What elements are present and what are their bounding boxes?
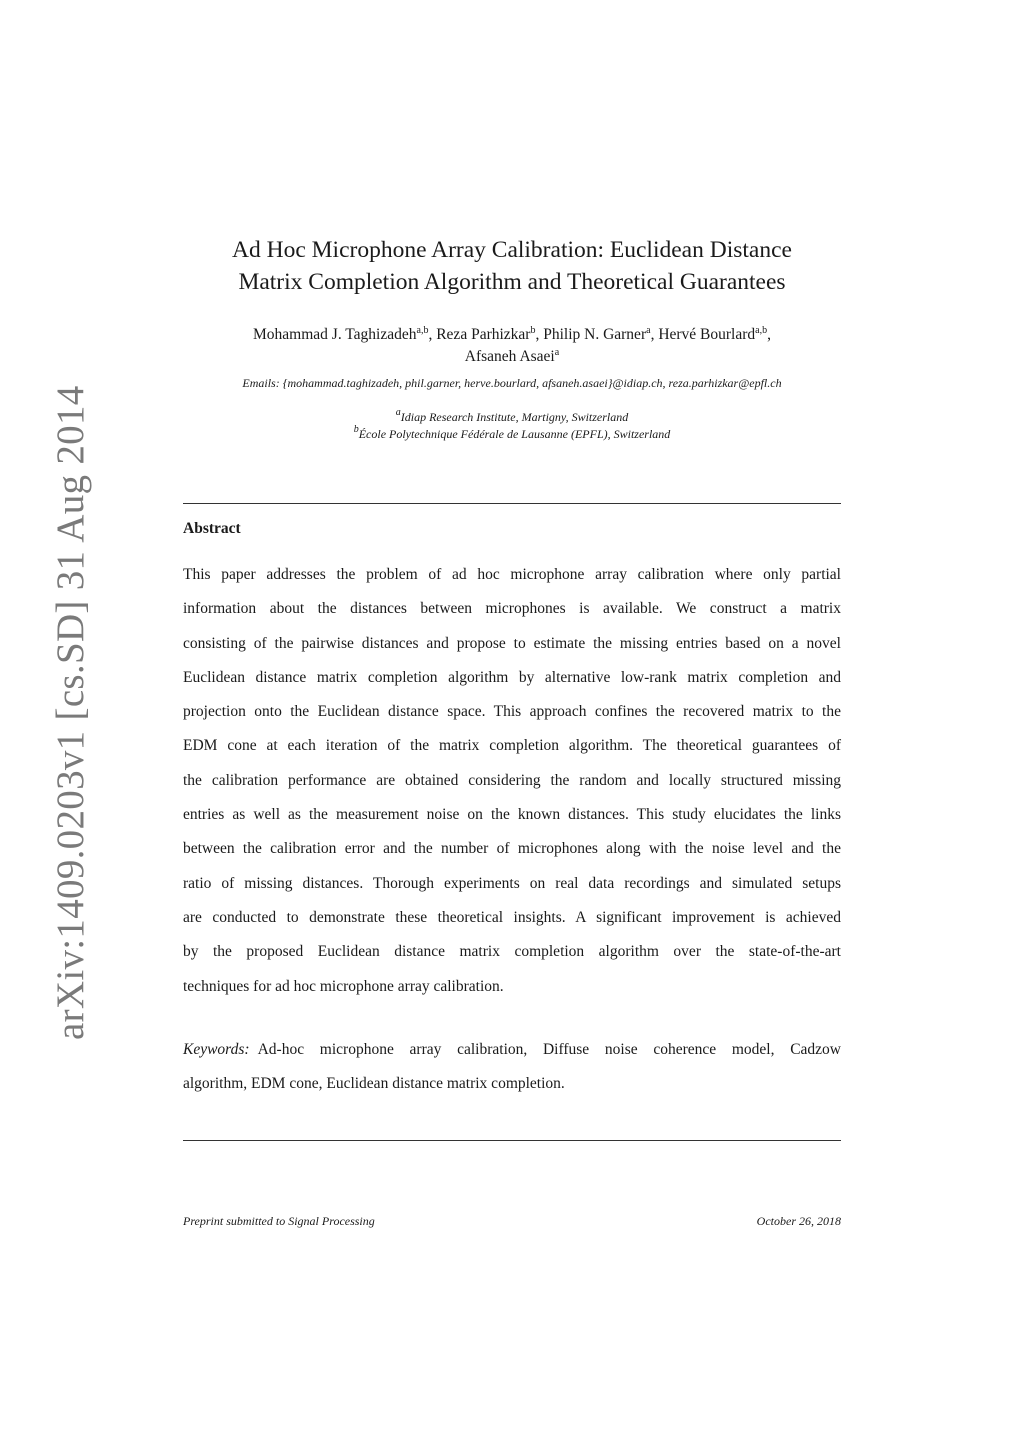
author-list (160, 324, 864, 368)
abstract-line: Euclidean distance matrix completion algorithm by alternative low-rank matrix completion and (183, 668, 841, 686)
keywords-text-1: Ad-hoc microphone array calibration, Diffuse noise coherence model, Cadzow (257, 1041, 841, 1058)
keywords-label: Keywords: (183, 1041, 250, 1058)
abstract-line: consisting of the pairwise distances and propose to estimate the missing entries based on a novel (183, 634, 841, 652)
author-sep: , (650, 326, 659, 343)
abstract-line: by the proposed Euclidean distance matrix completion algorithm over the state-of-the-art (183, 943, 841, 961)
keywords-line-1 (183, 1033, 841, 1067)
arxiv-identifier: arXiv:1409.0203v1 [cs.SD] 31 Aug 2014 (49, 385, 92, 1040)
author-name: Philip N. Garner (543, 326, 647, 343)
author-sep: , (767, 326, 771, 343)
title-line-2: Matrix Completion Algorithm and Theoretical Guarantees (238, 269, 786, 295)
affiliations (160, 409, 864, 443)
author-line-2 (160, 346, 864, 368)
affil-mark: a (395, 407, 401, 418)
abstract-line: ratio of missing distances. Thorough experiments on real data recordings and simulated setups (183, 874, 841, 892)
affil-text: Idiap Research Institute, Martigny, Switzerland (400, 410, 629, 424)
author-affil-mark: a,b (416, 325, 429, 336)
abstract-line: are conducted to demonstrate these theoretical insights. A significant improvement is achieved (183, 908, 841, 926)
author-name: Afsaneh Asaei (464, 348, 555, 365)
abstract-line: entries as well as the measurement noise on the known distances. This study elucidates the links (183, 806, 841, 824)
author-name: Hervé Bourlard (658, 326, 756, 343)
affiliation-a (160, 409, 864, 426)
preprint-date: October 26, 2018 (756, 1214, 841, 1228)
abstract-line: projection onto the Euclidean distance space. This approach confines the recovered matrix to the (183, 703, 841, 721)
author-name: Mohammad J. Taghizadeh (253, 326, 417, 343)
affil-mark: b (353, 424, 359, 435)
abstract-line: EDM cone at each iteration of the matrix completion algorithm. The theoretical guarantees of (183, 737, 841, 755)
author-emails: Emails: {mohammad.taghizadeh, phil.garner, herve.bourlard, afsaneh.asaei}@idiap.ch, reza.parhizkar@epfl.ch (242, 376, 782, 390)
author-affil-mark: a (646, 325, 651, 336)
author-sep: , (535, 326, 544, 343)
author-name: Reza Parhizkar (436, 326, 531, 343)
author-affil-mark: b (530, 325, 536, 336)
author-sep: , (428, 326, 437, 343)
preprint-note: Preprint submitted to Signal Processing (183, 1214, 375, 1228)
paper-title (160, 234, 864, 298)
keywords (183, 1033, 841, 1101)
affiliation-b (160, 426, 864, 443)
abstract-body (183, 558, 841, 1004)
author-affil-mark: a,b (755, 325, 768, 336)
bottom-rule (183, 1140, 841, 1141)
abstract-line: techniques for ad hoc microphone array calibration. (183, 977, 504, 995)
affil-text: École Polytechnique Fédérale de Lausanne (EPFL), Switzerland (358, 427, 671, 441)
keywords-line-2: algorithm, EDM cone, Euclidean distance matrix completion. (183, 1075, 565, 1092)
abstract-line: information about the distances between microphones is available. We construct a matrix (183, 600, 841, 618)
author-affil-mark: a (554, 347, 560, 358)
abstract-line: This paper addresses the problem of ad hoc microphone array calibration where only partial (183, 566, 841, 583)
abstract-line: the calibration performance are obtained considering the random and locally structured missing (183, 771, 841, 789)
abstract-heading: Abstract (183, 520, 241, 537)
top-rule (183, 503, 841, 504)
author-line-1 (160, 324, 864, 346)
title-line-1: Ad Hoc Microphone Array Calibration: Euclidean Distance (232, 237, 792, 263)
abstract-line: between the calibration error and the number of microphones along with the noise level and the (183, 840, 841, 858)
